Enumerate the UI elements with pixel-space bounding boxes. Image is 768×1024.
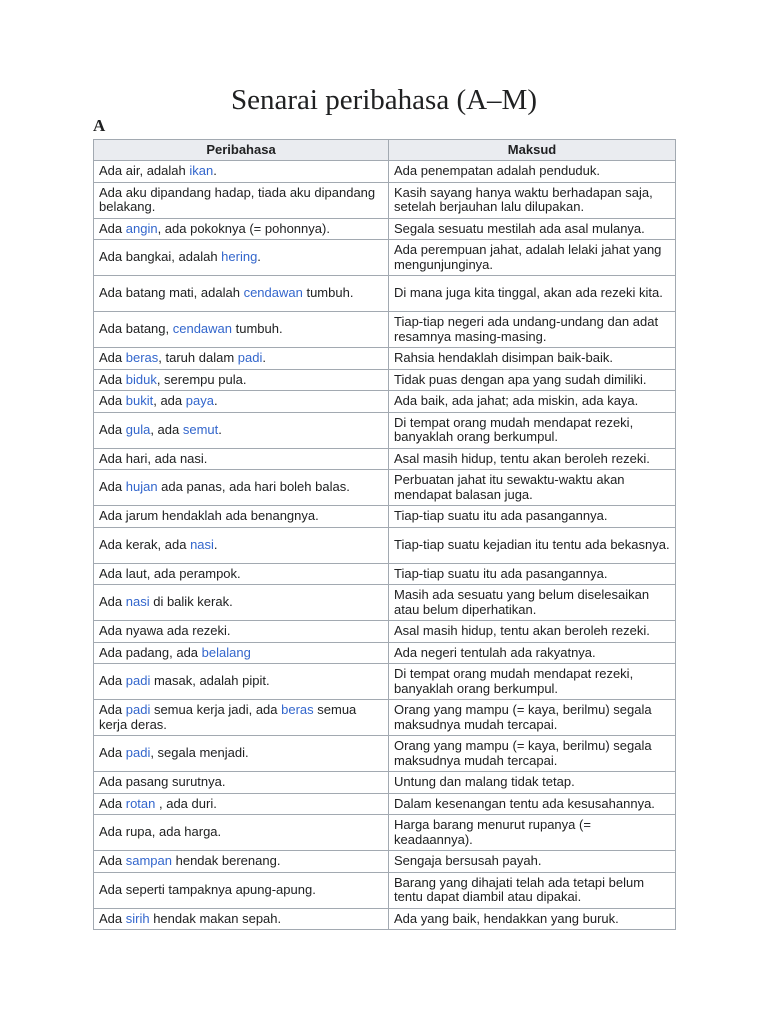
- word-link[interactable]: sampan: [125, 853, 172, 868]
- meaning-cell: Masih ada sesuatu yang belum diselesaikan atau belum diperhatikan.: [389, 585, 676, 621]
- proverb-text: Ada: [99, 350, 126, 365]
- meaning-cell: Kasih sayang hanya waktu berhadapan saja, setelah berjauhan lalu dilupakan.: [389, 182, 676, 218]
- proverb-text: .: [213, 536, 218, 552]
- column-header-peribahasa: Peribahasa: [94, 140, 389, 161]
- proverb-text: Ada bangkai, adalah: [99, 249, 222, 265]
- word-link[interactable]: paya: [185, 393, 214, 408]
- table-body: [94, 161, 676, 930]
- word-link[interactable]: padi: [125, 673, 151, 689]
- word-link[interactable]: nasi: [190, 536, 214, 552]
- meaning-cell: Di tempat orang mudah mendapat rezeki, banyaklah orang berkumpul.: [389, 664, 676, 700]
- meaning-cell: Asal masih hidup, tentu akan beroleh rezeki.: [389, 448, 676, 470]
- table-row: [94, 412, 676, 448]
- meaning-cell: Di mana juga kita tinggal, akan ada rezeki kita.: [389, 276, 676, 312]
- proverb-cell: [94, 527, 389, 563]
- word-link[interactable]: beras: [281, 702, 314, 717]
- word-link[interactable]: biduk: [125, 371, 157, 387]
- meaning-cell: Orang yang mampu (= kaya, berilmu) segala maksudnya mudah tercapai.: [389, 736, 676, 772]
- proverb-cell: [94, 218, 389, 240]
- table-row: [94, 621, 676, 643]
- proverb-text: , ada: [153, 393, 186, 408]
- proverb-text: Ada: [99, 745, 126, 761]
- proverb-text: hendak makan sepah.: [149, 910, 282, 926]
- word-link[interactable]: semut: [182, 421, 219, 437]
- meaning-cell: Ada baik, ada jahat; ada miskin, ada kaya.: [389, 391, 676, 413]
- word-link[interactable]: angin: [125, 220, 158, 236]
- proverb-cell: [94, 276, 389, 312]
- proverb-cell: [94, 664, 389, 700]
- table-row: [94, 391, 676, 413]
- proverb-text: , ada duri.: [155, 795, 217, 811]
- table-row: [94, 563, 676, 585]
- table-row: [94, 772, 676, 794]
- word-link[interactable]: cendawan: [172, 321, 233, 337]
- proverb-text: Ada: [99, 421, 126, 437]
- meaning-cell: Dalam kesenangan tentu ada kesusahannya.: [389, 793, 676, 815]
- proverb-text: , ada: [150, 421, 183, 437]
- word-link[interactable]: gula: [125, 421, 151, 437]
- proverb-text: Ada seperti tampaknya apung-apung.: [99, 881, 316, 897]
- meaning-cell: Untung dan malang tidak tetap.: [389, 772, 676, 794]
- table-row: [94, 815, 676, 851]
- word-link[interactable]: rotan: [125, 795, 156, 811]
- table-row: [94, 470, 676, 506]
- proverb-text: Ada laut, ada perampok.: [99, 565, 241, 581]
- table-row: [94, 218, 676, 240]
- word-link[interactable]: beras: [125, 350, 159, 365]
- table-row: [94, 851, 676, 873]
- proverb-cell: [94, 240, 389, 276]
- table-header-row: [94, 140, 676, 161]
- proverb-text: , ada pokoknya (= pohonnya).: [157, 220, 330, 236]
- table-row: [94, 736, 676, 772]
- table-row: [94, 793, 676, 815]
- proverb-cell: [94, 182, 389, 218]
- meaning-cell: Di tempat orang mudah mendapat rezeki, banyaklah orang berkumpul.: [389, 412, 676, 448]
- word-link[interactable]: sirih: [125, 910, 150, 926]
- proverb-text: masak, adalah pipit.: [150, 673, 270, 689]
- proverb-text: Ada jarum hendaklah ada benangnya.: [99, 508, 319, 523]
- proverb-text: tumbuh.: [302, 285, 354, 301]
- word-link[interactable]: padi: [237, 350, 263, 365]
- proverb-cell: [94, 563, 389, 585]
- table-row: [94, 506, 676, 528]
- section-heading: A: [93, 116, 106, 135]
- proverb-text: .: [213, 163, 217, 178]
- proverb-text: hendak berenang.: [172, 853, 281, 868]
- word-link[interactable]: bukit: [125, 393, 154, 408]
- proverb-text: Ada nyawa ada rezeki.: [99, 623, 231, 638]
- table-row: [94, 161, 676, 183]
- proverb-cell: [94, 793, 389, 815]
- proverb-cell: [94, 908, 389, 930]
- meaning-cell: Ada yang baik, hendakkan yang buruk.: [389, 908, 676, 930]
- word-link[interactable]: padi: [125, 745, 151, 761]
- proverb-text: .: [257, 249, 261, 265]
- meaning-cell: Tiap-tiap suatu itu ada pasangannya.: [389, 506, 676, 528]
- proverb-cell: [94, 815, 389, 851]
- proverb-cell: [94, 348, 389, 370]
- proverb-text: Ada: [99, 853, 126, 868]
- word-link[interactable]: hering: [221, 249, 258, 265]
- word-link[interactable]: hujan: [125, 479, 158, 495]
- proverb-cell: [94, 448, 389, 470]
- proverb-text: Ada rupa, ada harga.: [99, 824, 222, 840]
- proverb-cell: [94, 506, 389, 528]
- proverb-text: Ada padang, ada: [99, 644, 202, 660]
- meaning-cell: Ada negeri tentulah ada rakyatnya.: [389, 642, 676, 664]
- word-link[interactable]: padi: [125, 702, 151, 717]
- proverb-cell: [94, 851, 389, 873]
- proverb-text: Ada: [99, 910, 126, 926]
- table-row: [94, 908, 676, 930]
- proverb-text: Ada air, adalah: [99, 163, 190, 178]
- proverb-text: Ada: [99, 371, 126, 387]
- proverb-cell: [94, 369, 389, 391]
- proverb-text: , serempu pula.: [156, 371, 247, 387]
- meaning-cell: Sengaja bersusah payah.: [389, 851, 676, 873]
- word-link[interactable]: ikan: [189, 163, 214, 178]
- table-row: [94, 276, 676, 312]
- proverb-text: Ada: [99, 479, 126, 495]
- proverb-text: Ada batang,: [99, 321, 173, 337]
- meaning-cell: Tiap-tiap suatu kejadian itu tentu ada bekasnya.: [389, 527, 676, 563]
- proverb-cell: [94, 312, 389, 348]
- table-row: [94, 348, 676, 370]
- meaning-cell: Tiap-tiap negeri ada undang-undang dan adat resamnya masing-masing.: [389, 312, 676, 348]
- proverb-text: .: [213, 393, 218, 408]
- proverb-text: Ada: [99, 673, 126, 689]
- proverb-text: Ada hari, ada nasi.: [99, 450, 208, 466]
- proverb-text: ada panas, ada hari boleh balas.: [157, 479, 350, 495]
- proverb-text: Ada: [99, 220, 126, 236]
- table-row: [94, 182, 676, 218]
- table-row: [94, 642, 676, 664]
- meaning-cell: Harga barang menurut rupanya (= keadaannya).: [389, 815, 676, 851]
- proverb-text: Ada pasang surutnya.: [99, 774, 226, 789]
- proverb-cell: [94, 391, 389, 413]
- meaning-cell: Tidak puas dengan apa yang sudah dimiliki.: [389, 369, 676, 391]
- table-row: [94, 240, 676, 276]
- proverb-cell: [94, 470, 389, 506]
- proverb-text: di balik kerak.: [149, 594, 233, 610]
- proverb-table: [93, 139, 676, 930]
- proverb-cell: [94, 412, 389, 448]
- proverb-cell: [94, 621, 389, 643]
- proverb-text: semua kerja deras.: [99, 702, 357, 732]
- proverb-text: Ada kerak, ada: [99, 536, 191, 552]
- proverb-cell: [94, 642, 389, 664]
- table-row: [94, 448, 676, 470]
- meaning-cell: Tiap-tiap suatu itu ada pasangannya.: [389, 563, 676, 585]
- meaning-cell: Ada perempuan jahat, adalah lelaki jahat yang mengunjunginya.: [389, 240, 676, 276]
- column-header-maksud: Maksud: [389, 140, 676, 161]
- proverb-cell: [94, 585, 389, 621]
- table-row: [94, 872, 676, 908]
- meaning-cell: Perbuatan jahat itu sewaktu-waktu akan mendapat balasan juga.: [389, 470, 676, 506]
- meaning-cell: Ada penempatan adalah penduduk.: [389, 161, 676, 183]
- meaning-cell: Rahsia hendaklah disimpan baik-baik.: [389, 348, 676, 370]
- table-row: [94, 527, 676, 563]
- proverb-text: Ada: [99, 702, 126, 717]
- proverb-text: Ada: [99, 393, 126, 408]
- proverb-text: semua kerja jadi, ada: [150, 702, 282, 717]
- proverb-text: Ada aku dipandang hadap, tiada aku dipandang belakang.: [99, 184, 376, 214]
- proverb-cell: [94, 772, 389, 794]
- proverb-text: .: [262, 350, 266, 365]
- proverb-cell: [94, 161, 389, 183]
- proverb-cell: [94, 872, 389, 908]
- proverb-text: Ada: [99, 795, 126, 811]
- proverb-text: Ada batang mati, adalah: [99, 285, 244, 301]
- word-link[interactable]: cendawan: [243, 285, 303, 301]
- table-row: [94, 664, 676, 700]
- proverb-cell: [94, 700, 389, 736]
- table-row: [94, 312, 676, 348]
- word-link[interactable]: belalang: [201, 644, 251, 660]
- meaning-cell: Orang yang mampu (= kaya, berilmu) segala maksudnya mudah tercapai.: [389, 700, 676, 736]
- page-title: Senarai peribahasa (A–M): [231, 84, 537, 116]
- table-row: [94, 700, 676, 736]
- meaning-cell: Barang yang dihajati telah ada tetapi belum tentu dapat diambil atau dipakai.: [389, 872, 676, 908]
- meaning-cell: Asal masih hidup, tentu akan beroleh rezeki.: [389, 621, 676, 643]
- table-row: [94, 585, 676, 621]
- proverb-text: , taruh dalam: [158, 350, 238, 365]
- meaning-cell: Segala sesuatu mestilah ada asal mulanya.: [389, 218, 676, 240]
- proverb-cell: [94, 736, 389, 772]
- table-row: [94, 369, 676, 391]
- proverb-text: .: [218, 421, 222, 437]
- proverb-text: , segala menjadi.: [150, 745, 249, 761]
- word-link[interactable]: nasi: [125, 594, 150, 610]
- proverb-text: tumbuh.: [232, 321, 283, 337]
- proverb-text: Ada: [99, 594, 126, 610]
